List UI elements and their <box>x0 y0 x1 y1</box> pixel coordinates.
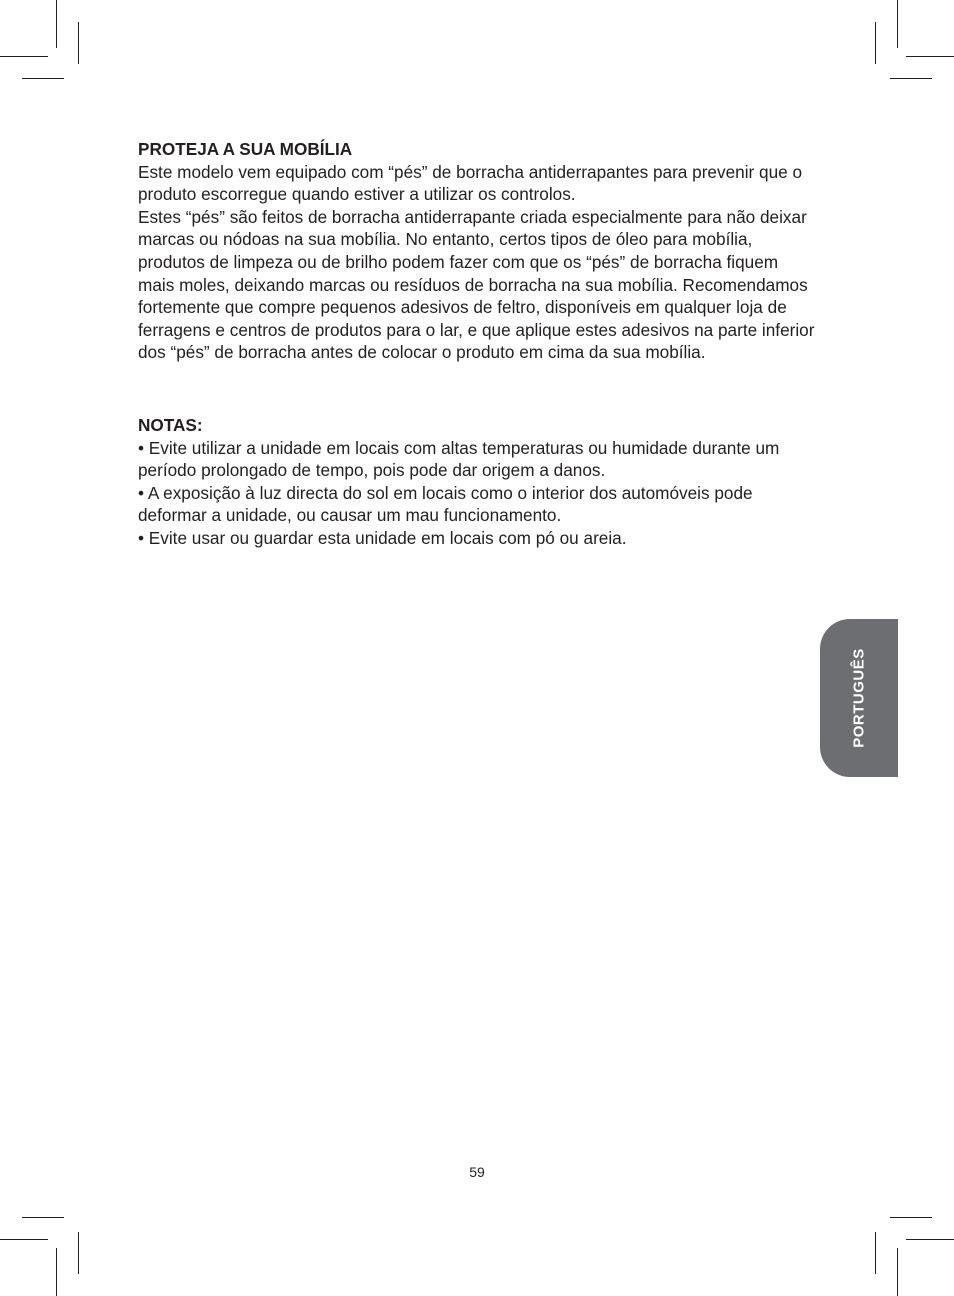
crop-mark <box>906 1239 954 1240</box>
page-number: 59 <box>469 1164 485 1180</box>
crop-mark <box>897 1248 898 1296</box>
crop-mark <box>906 56 954 57</box>
crop-mark <box>56 0 57 48</box>
crop-mark <box>875 22 876 64</box>
crop-mark <box>78 22 79 64</box>
crop-mark <box>897 0 898 48</box>
note-item: • A exposição à luz directa do sol em locais como o interior dos automóveis pode deformar a unidade, ou causar um mau funcionamento. <box>138 482 753 526</box>
furniture-protection-section <box>138 138 818 364</box>
crop-mark <box>78 1232 79 1274</box>
crop-mark <box>875 1232 876 1274</box>
notes-section <box>138 414 818 550</box>
note-item: • Evite usar ou guardar esta unidade em locais com pó ou areia. <box>138 527 627 548</box>
note-item: • Evite utilizar a unidade em locais com altas temperaturas ou humidade durante um período prolongado de tempo, pois pode dar origem a danos. <box>138 437 780 481</box>
language-tab <box>820 619 898 777</box>
furniture-paragraph-2: Estes “pés” são feitos de borracha antiderrapante criada especialmente para não deixar marcas ou nódoas na sua mobília. No entanto, certos tipos de óleo para mobília, produtos de limpeza ou de brilho podem fazer com que os “pés” de borracha fiquem mais moles, deixando marcas ou resíduos de borracha na sua mobília. Recomendamos fortemente que compre pequenos adesivos de feltro, disponíveis em qualquer loja de ferragens e centros de produtos para o lar, e que aplique estes adesivos na parte inferior dos “pés” de borracha antes de colocar o produto em cima da sua mobília. <box>138 206 815 363</box>
crop-mark <box>56 1248 57 1296</box>
notes-heading: NOTAS: <box>138 415 203 435</box>
furniture-paragraph-1: Este modelo vem equipado com “pés” de borracha antiderrapantes para prevenir que o produto escorregue quando estiver a utilizar os controlos. <box>138 161 803 205</box>
crop-mark <box>890 1217 932 1218</box>
furniture-section-heading: PROTEJA A SUA MOBÍLIA <box>138 139 353 159</box>
crop-mark <box>0 1239 48 1240</box>
crop-mark <box>0 56 48 57</box>
crop-mark <box>22 78 64 79</box>
language-tab-label: PORTUGUÊS <box>850 648 868 748</box>
crop-mark <box>22 1217 64 1218</box>
crop-mark <box>890 78 932 79</box>
